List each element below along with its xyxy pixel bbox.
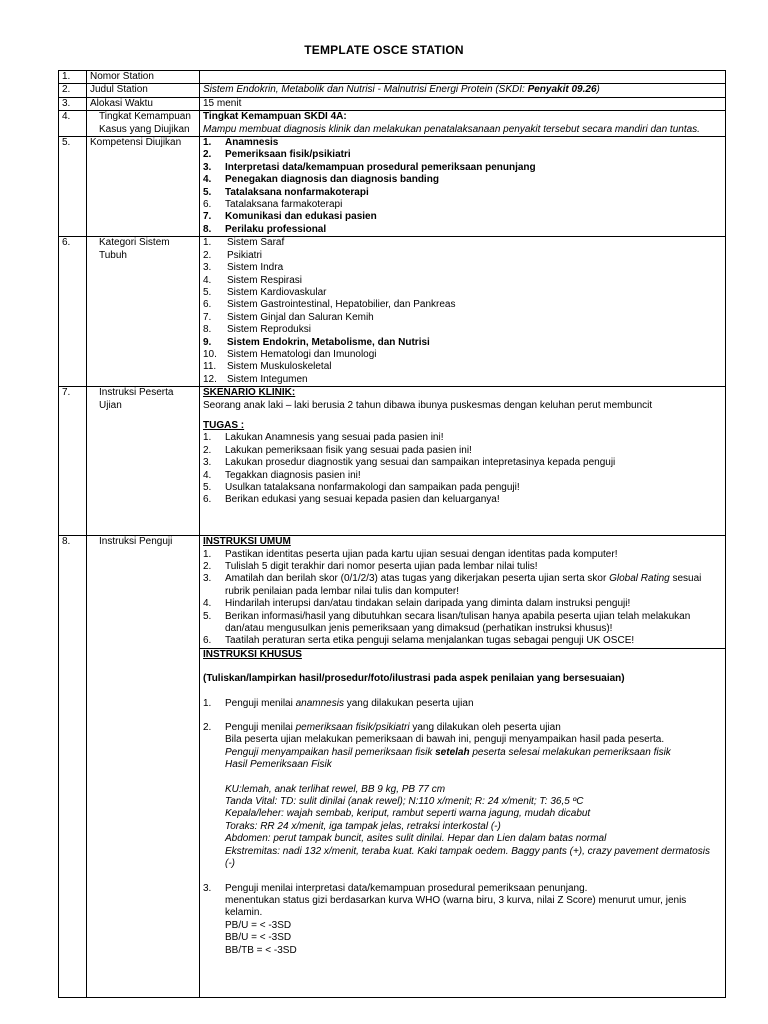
body-system-item: 10. Sistem Hematologi dan Imunologi xyxy=(203,348,377,360)
body-system-item: 5. Sistem Kardiovaskular xyxy=(203,286,327,298)
body-system-item: 7. Sistem Ginjal dan Saluran Kemih xyxy=(203,311,374,323)
table-row-instruksi-peserta xyxy=(59,387,726,536)
competency-item: 1. Anamnesis xyxy=(203,137,279,149)
table-row-kategori-sistem xyxy=(59,237,726,387)
physical-exam-line: Tanda Vital: TD: sulit dinilai (anak rewel); N:110 x/menit; R: 24 x/menit; T: 36,5 ºC xyxy=(225,796,584,808)
physical-exam-line: Kepala/leher: wajah sembab, keriput, rambut seperti warna jagung, mudah dicabut xyxy=(225,808,591,820)
tugas-item: 3. Lakukan prosedur diagnostik yang sesuai dan sampaikan intepretasinya kepada penguji xyxy=(203,457,616,469)
row-label: Kategori Sistem Tubuh xyxy=(87,237,200,387)
row-value xyxy=(200,111,726,137)
row-label: Instruksi Peserta Ujian xyxy=(87,387,200,536)
tugas-item: 2. Lakukan pemeriksaan fisik yang sesuai pada pasien ini! xyxy=(203,444,472,456)
instruksi-umum-item: 4. Hindarilah interupsi dan/atau tindakan selain daripada yang diminta dalam instruksi penguji! xyxy=(203,598,631,610)
row-label: Alokasi Waktu xyxy=(87,97,200,110)
skenario-text: Seorang anak laki – laki berusia 2 tahun dibawa ibunya puskesmas dengan keluhan perut membuncit xyxy=(203,399,653,411)
row-number: 6. xyxy=(59,237,87,387)
physical-exam-line: Ekstremitas: nadi 132 x/menit, teraba kuat. Kaki tampak oedem. Baggy pants (+), crazy pavement dermatosis (-) xyxy=(225,845,710,870)
instruksi-khusus-title: INSTRUKSI KHUSUS xyxy=(203,648,302,660)
instruksi-umum-item: 3. Amatilah dan berilah skor (0/1/2/3) atas tugas yang dikerjakan peserta ujian serta skor Global Rating sesuai rubrik penilaian pada lembar nilai tulis dan komputer! xyxy=(203,573,702,597)
row-number: 2. xyxy=(59,84,87,97)
row-label: Tingkat Kemampuan Kasus yang Diujikan xyxy=(87,111,200,137)
row-value xyxy=(200,237,726,387)
khusus-2-line2: Bila peserta ujian melakukan pemeriksaan di bawah ini, penguji menyampaikan hasil pada peserta. xyxy=(225,734,665,746)
z-score-value: PB/U = < -3SD xyxy=(225,919,292,931)
body-system-item: 1. Sistem Saraf xyxy=(203,237,285,249)
instruksi-khusus-note: (Tuliskan/lampirkan hasil/prosedur/foto/ilustrasi pada aspek penilaian yang bersesuaian) xyxy=(203,673,625,685)
skdi-code: Penyakit 09.26 xyxy=(527,84,597,96)
judul-text: Sistem Endokrin, Metabolik dan Nutrisi - Malnutrisi Energi Protein (SKDI: xyxy=(203,84,528,96)
row-value: 15 menit xyxy=(200,97,726,110)
row-value xyxy=(200,71,726,84)
tugas-list xyxy=(203,432,722,506)
competency-item: 4. Penegakan diagnosis dan diagnosis banding xyxy=(203,174,439,186)
page-title: TEMPLATE OSCE STATION xyxy=(304,43,464,57)
body-system-item: 3. Sistem Indra xyxy=(203,262,284,274)
row-value xyxy=(200,648,726,997)
khusus-item-1: 1. Penguji menilai anamnesis yang dilakukan peserta ujian xyxy=(203,697,474,709)
row-number: 3. xyxy=(59,97,87,110)
tugas-item: 4. Tegakkan diagnosis pasien ini! xyxy=(203,469,361,481)
judul-close: ) xyxy=(596,84,600,96)
hasil-pemeriksaan-fisik-label: Hasil Pemeriksaan Fisik xyxy=(225,759,332,771)
instruksi-umum-item: 2. Tulislah 5 digit terakhir dari nomor peserta ujian pada lembar nilai tulis! xyxy=(203,560,538,572)
skdi-level-desc: Mampu membuat diagnosis klinik dan melakukan penatalaksanaan penyakit tersebut secara mandiri dan tuntas. xyxy=(203,123,700,135)
physical-exam-line: Abdomen: perut tampak buncit, asites sulit dinilai. Hepar dan Lien dalam batas normal xyxy=(225,833,607,845)
competency-item: 8. Perilaku professional xyxy=(203,223,327,235)
row-label: Nomor Station xyxy=(87,71,200,84)
table-row-tingkat-kemampuan xyxy=(59,111,726,137)
row-label: Kompetensi Diujikan xyxy=(87,137,200,237)
body-system-item: 11. Sistem Muskuloskeletal xyxy=(203,361,332,373)
khusus-item-2: 2. Penguji menilai pemeriksaan fisik/psikiatri yang dilakukan oleh peserta ujian Bila peserta ujian melakukan pemeriksaan di bawah ini, penguji menyampaikan hasil pada peserta. Penguji menyampaikan hasil pemeriksaan fisik setelah peserta selesai melakukan pemeriksaan fisik Hasil Pemeriksaan Fisik KU:lemah, anak terlihat rewel, BB 9 kg, PB 77 cm Tanda Vital: TD: sulit dinilai (anak rewel); N:110 x/menit; R: 24 x/menit; T: 36,5 ºC Kepala/leher: wajah sembab, keriput, rambut seperti warna jagung, mudah dicabut Toraks: RR 24 x/menit, iga tampak jelas, retraksi interkostal (-) Abdomen: perut tampak buncit, asites sulit dinilai. Hepar dan Lien dalam batas normal Ekstremitas: nadi 132 x/menit, teraba kuat. Kaki tampak oedem. Baggy pants (+), crazy pavement dermatosis (-) xyxy=(203,722,722,870)
tugas-item: 5. Usulkan tatalaksana nonfarmakologi dan sampaikan pada penguji! xyxy=(203,482,520,493)
nutritional-status-values xyxy=(225,920,722,957)
row-number: 1. xyxy=(59,71,87,84)
body-system-item: 2. Psikiatri xyxy=(203,249,263,261)
skenario-title: SKENARIO KLINIK: xyxy=(203,387,296,399)
row-value xyxy=(200,84,726,97)
table-row-nomor-station xyxy=(59,71,726,84)
physical-exam-line: Toraks: RR 24 x/menit, iga tampak jelas, retraksi interkostal (-) xyxy=(225,820,501,832)
competency-item: 2. Pemeriksaan fisik/psikiatri xyxy=(203,149,351,161)
competency-list xyxy=(203,137,722,236)
tugas-title: TUGAS : xyxy=(203,419,245,431)
body-system-item: 9. Sistem Endokrin, Metabolisme, dan Nutrisi xyxy=(203,336,430,348)
instruksi-umum-title: INSTRUKSI UMUM xyxy=(203,536,291,548)
instruksi-umum-item: 5. Berikan informasi/hasil yang dibutuhkan secara lisan/tulisan hanya apabila peserta ujian telah melakukan dan/atau mengusulkan jenis pemeriksaan yang dimaksud (perhatikan instruksi khusus)! xyxy=(203,610,691,634)
body-system-item: 8. Sistem Reproduksi xyxy=(203,324,311,336)
table-row-judul-station xyxy=(59,84,726,97)
table-row-kompetensi xyxy=(59,137,726,237)
competency-item: 3. Interpretasi data/kemampuan prosedural pemeriksaan penunjang xyxy=(203,161,536,173)
skdi-level-title: Tingkat Kemampuan SKDI 4A: xyxy=(203,111,347,123)
table-row-instruksi-penguji-umum xyxy=(59,536,726,649)
row-number: 7. xyxy=(59,387,87,536)
z-score-value: BB/U = < -3SD xyxy=(225,932,292,944)
khusus-item-3: 3. Penguji menilai interpretasi data/kemampuan prosedural pemeriksaan penunjang. menentukan status gizi berdasarkan kurva WHO (warna biru, 3 kurva, nilai Z Score) menurut umur, jenis kelamin. PB/U = < -3SD BB/U = < -3SD BB/TB = < -3SD xyxy=(203,883,722,957)
physical-exam-line: KU:lemah, anak terlihat rewel, BB 9 kg, PB 77 cm xyxy=(225,783,446,795)
row-value xyxy=(200,387,726,536)
instruksi-umum-item: 1. Pastikan identitas peserta ujian pada kartu ujian sesuai dengan identitas pada komputer! xyxy=(203,548,618,560)
tugas-item: 1. Lakukan Anamnesis yang sesuai pada pasien ini! xyxy=(203,432,444,444)
table-row-alokasi-waktu xyxy=(59,97,726,110)
row-number: 5. xyxy=(59,137,87,237)
competency-item: 7. Komunikasi dan edukasi pasien xyxy=(203,211,377,223)
body-system-item: 12. Sistem Integumen xyxy=(203,373,308,385)
body-system-list xyxy=(203,237,722,386)
physical-exam-findings xyxy=(225,784,722,871)
osce-station-table xyxy=(58,70,726,998)
row-label: Instruksi Penguji xyxy=(87,536,200,998)
instruksi-umum-list xyxy=(203,549,722,648)
body-system-item: 6. Sistem Gastrointestinal, Hepatobilier, dan Pankreas xyxy=(203,299,456,311)
z-score-value: BB/TB = < -3SD xyxy=(225,944,297,956)
row-value xyxy=(200,137,726,237)
competency-item: 6. Tatalaksana farmakoterapi xyxy=(203,199,343,211)
row-value xyxy=(200,536,726,649)
competency-item: 5. Tatalaksana nonfarmakoterapi xyxy=(203,186,369,198)
row-label: Judul Station xyxy=(87,84,200,97)
instruksi-umum-item: 6. Taatilah peraturan serta etika penguji selama menjalankan tugas sebagai penguji UK OSCE! xyxy=(203,635,635,647)
body-system-item: 4. Sistem Respirasi xyxy=(203,274,303,286)
row-number: 8. xyxy=(59,536,87,998)
row-number: 4. xyxy=(59,111,87,137)
tugas-item: 6. Berikan edukasi yang sesuai kepada pasien dan keluarganya! xyxy=(203,494,500,506)
